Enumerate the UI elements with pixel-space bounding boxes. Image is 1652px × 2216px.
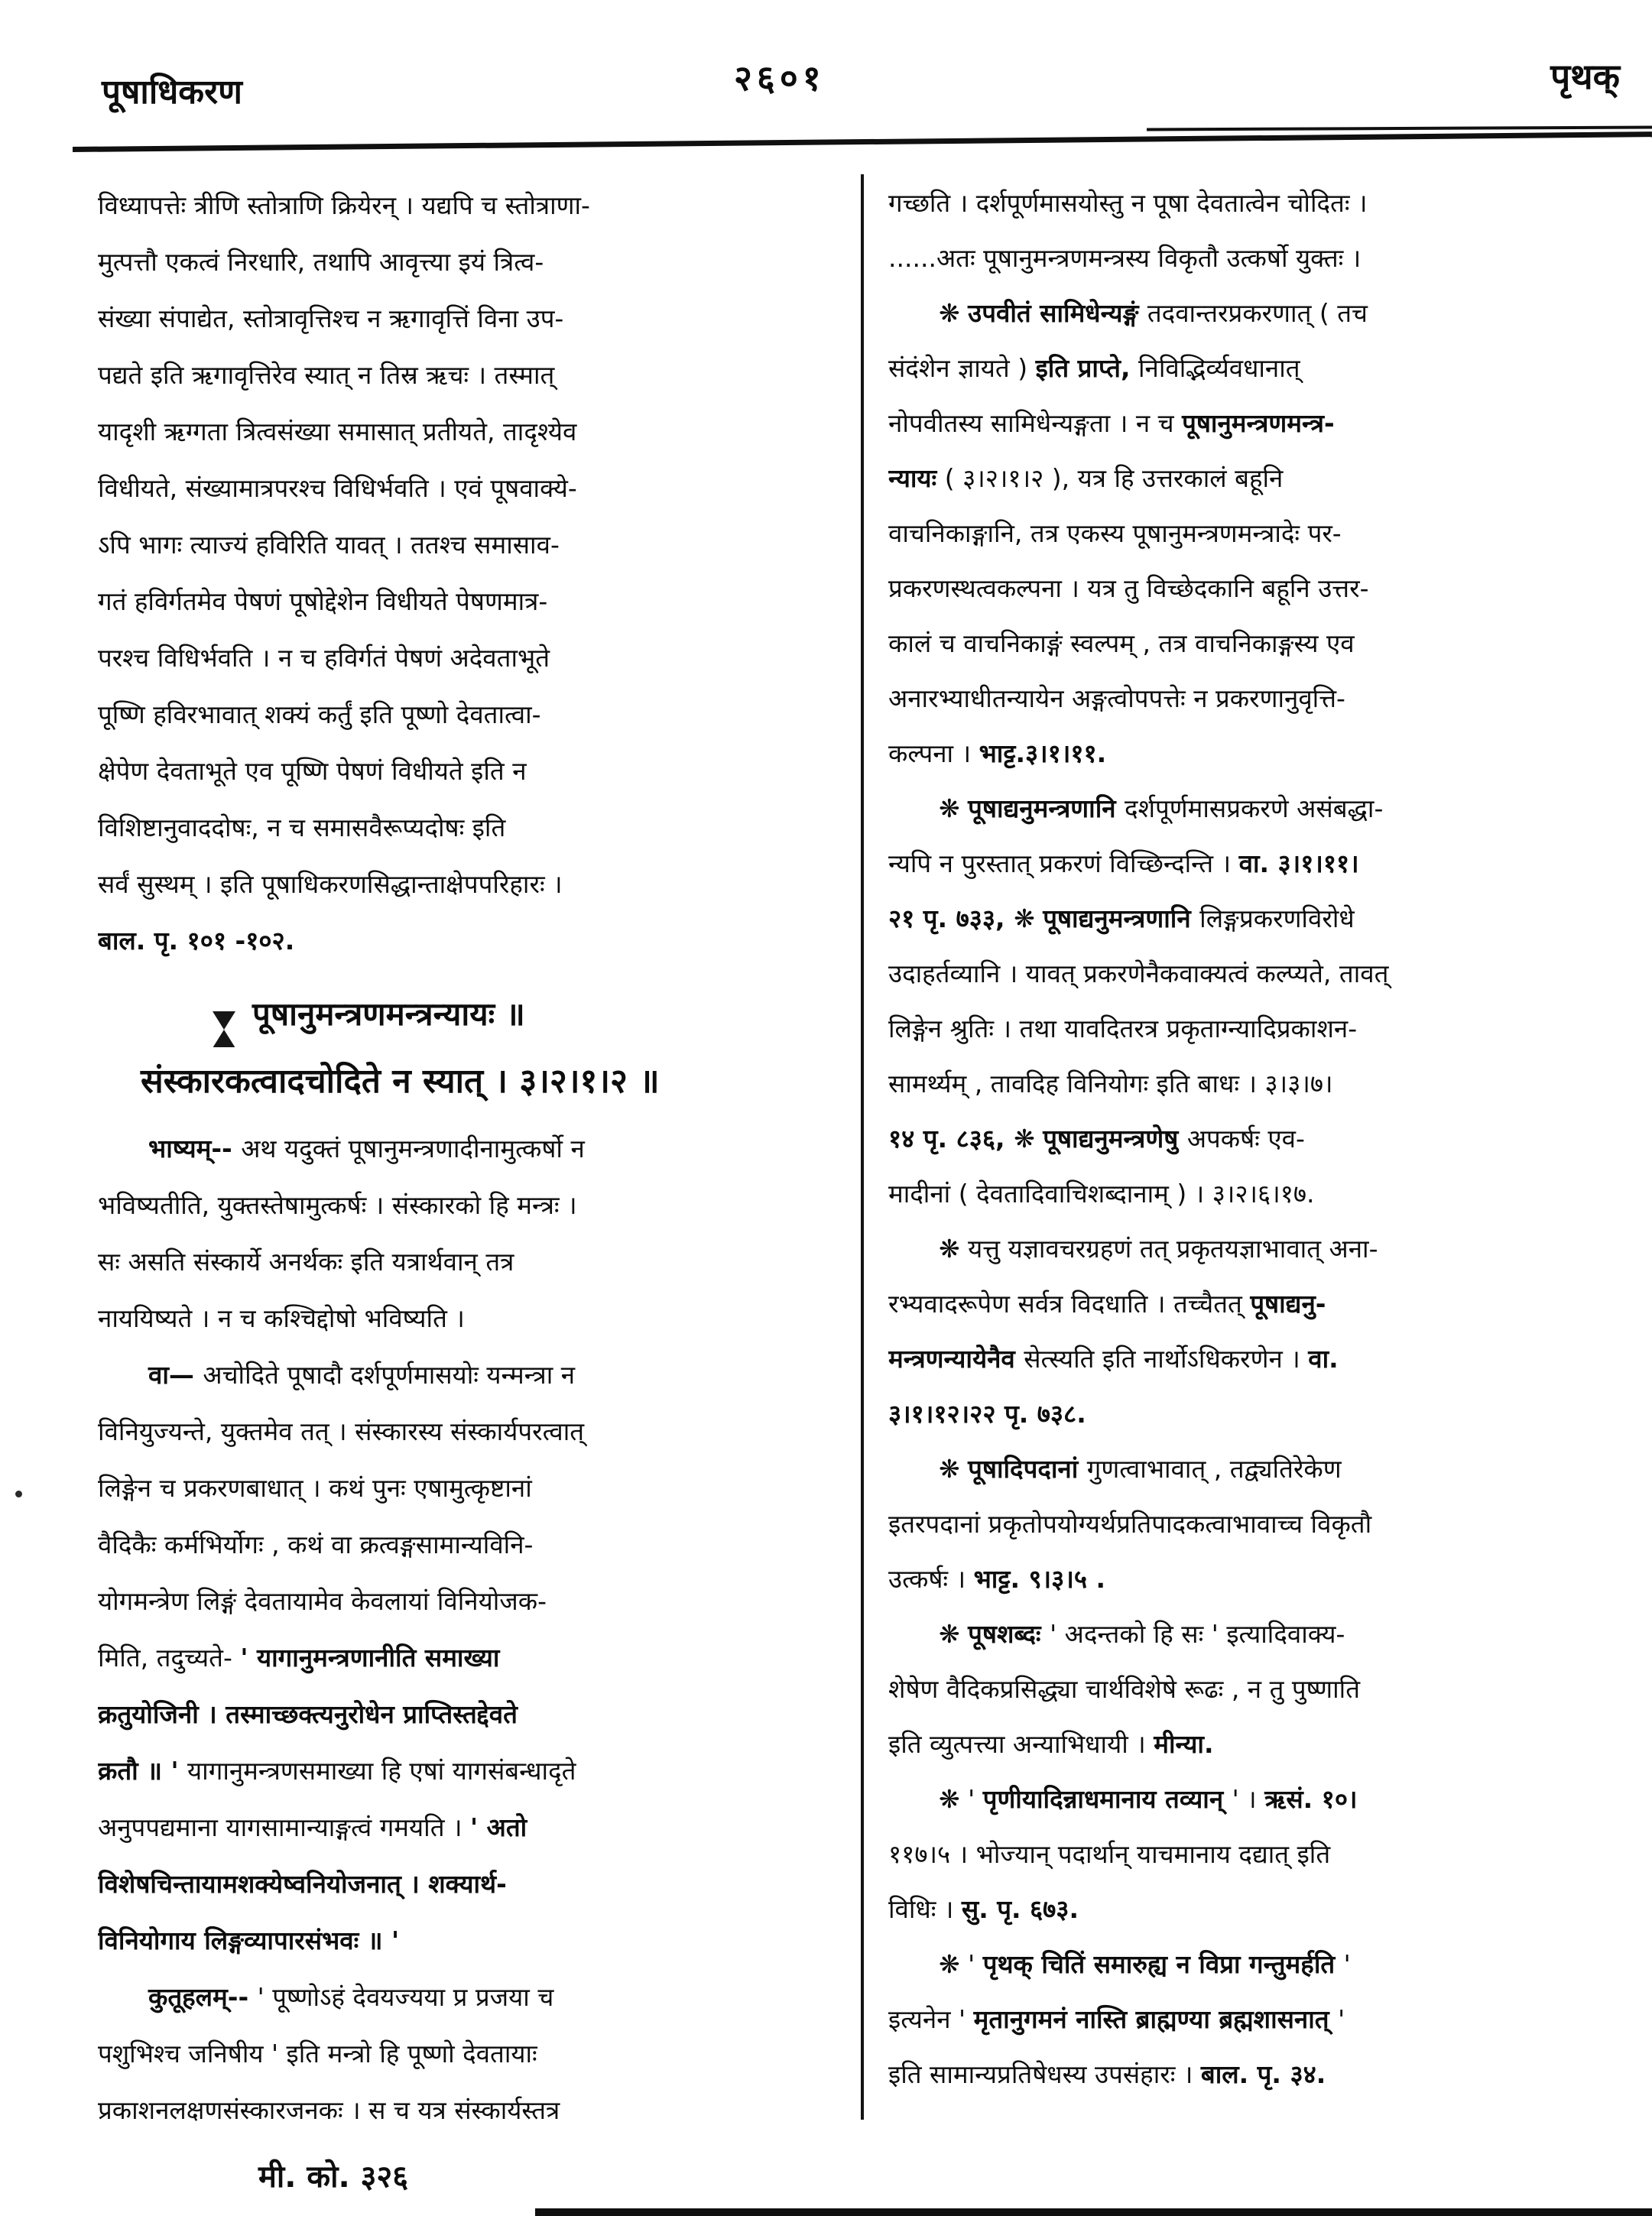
text-run: लिङ्गेन च प्रकरणबाधात् । कथं पुनः एषामुत्कृष्टानां: [98, 1473, 532, 1503]
text-run: मृतानुगमनं नास्ति ब्राह्मण्या ब्रह्मशासनात्: [973, 2004, 1339, 2034]
text-line: [98, 1347, 862, 1403]
text-line: [888, 726, 1641, 781]
text-line: [888, 1662, 1641, 1717]
text-line: [98, 743, 862, 800]
text-run: योगमन्त्रेण लिङ्गं देवतायामेव केवलायां विनियोजक-: [98, 1586, 547, 1616]
header-rule: [73, 131, 1652, 152]
text-run: मन्त्रणन्यायेनैव: [888, 1344, 1024, 1374]
text-line: [888, 2047, 1641, 2102]
text-line: [888, 1056, 1641, 1111]
text-line: [888, 1717, 1641, 1772]
text-line: [98, 1913, 862, 1969]
text-line: [888, 341, 1641, 396]
text-line: [888, 451, 1641, 506]
text-run: भाष्यम्--: [148, 1134, 242, 1163]
text-run: इति सामान्यप्रतिषेधस्य उपसंहारः ।: [888, 2059, 1201, 2089]
text-line: [98, 1856, 862, 1913]
text-run: लिङ्गप्रकरणविरोधे: [1199, 904, 1355, 933]
text-line: [98, 2082, 862, 2134]
footer-imprint: मी. को. ३२६: [258, 2159, 409, 2195]
text-run: विधिः ।: [888, 1894, 962, 1924]
text-run: प्रकाशनलक्षणसंस्कारजनकः । स च यत्र संस्कार्यस्तत्र: [98, 2095, 560, 2125]
text-run: पृथक् चितिं समारुह्य न विप्रा गन्तुमर्हति: [982, 1949, 1344, 1979]
text-run: ❋: [1014, 1124, 1043, 1153]
text-line: [98, 2026, 862, 2082]
header-section-title-right: पृथक्: [1550, 56, 1620, 97]
text-line: [98, 1234, 862, 1290]
text-line: [98, 1403, 862, 1460]
text-run: क्षेपेण देवताभूते एव पूष्णि पेषणं विधीयते इति न: [98, 756, 527, 786]
text-run: उपवीतं सामिधेन्यङ्गं: [968, 298, 1147, 328]
text-run: विध्यापत्तेः त्रीणि स्तोत्राणि क्रियेरन् । यद्यपि च स्तोत्राणा-: [98, 190, 590, 220]
text-run: ' ।: [1232, 1784, 1265, 1814]
text-line: [98, 1177, 862, 1234]
text-run: दर्शपूर्णमासप्रकरणे असंबद्धा-: [1125, 793, 1384, 823]
text-run: पद्यते इति ऋगावृत्तिरेव स्यात् न तिस्र ऋचः । तस्मात्: [98, 360, 555, 390]
text-run: पूष्णि हविरभावात् शक्यं कर्तुं इति पूष्णो देवतात्वा-: [98, 699, 541, 729]
text-run: पूषाद्यनुमन्त्रणेषु: [1043, 1124, 1187, 1153]
text-run: ३।१।१२।२२ पृ. ७३८.: [888, 1399, 1086, 1429]
text-run: सर्वं सुस्थम् । इति पूषाधिकरणसिद्धान्ताक्षेपपरिहारः ।: [98, 869, 563, 899]
text-line: [888, 1497, 1641, 1552]
text-run: ऋसं. १०।: [1264, 1784, 1358, 1814]
text-run: गुणत्वाभावात् , तद्व्यतिरेकेण: [1086, 1454, 1342, 1484]
text-run: इतरपदानां प्रकृतोपयोग्यर्थप्रतिपादकत्वाभावाच्च विकृतौ: [888, 1509, 1372, 1539]
sutra-line: [98, 1047, 862, 1116]
text-run: पूषाद्यनुमन्त्रणानि: [1043, 904, 1200, 933]
text-line: [98, 1290, 862, 1347]
text-run: बाल. पृ. १०१ -१०२.: [98, 926, 295, 956]
text-run: सामर्थ्यम् , तावदिह विनियोगः इति बाधः । ३।३।७।: [888, 1069, 1333, 1098]
text-run: पूषाद्यनुमन्त्रणानि: [968, 793, 1125, 823]
text-run: पूषानुमन्त्रणमन्त्र-: [1182, 408, 1335, 438]
text-run: संख्या संपाद्येत, स्तोत्रावृत्तिश्च न ऋगावृत्तिं विना उप-: [98, 303, 564, 333]
text-line: [98, 1517, 862, 1573]
text-run: वा. ३।१।११।: [1238, 848, 1359, 878]
text-line: [888, 1332, 1641, 1387]
text-line: [888, 616, 1641, 671]
header-rule-secondary: [1147, 126, 1652, 131]
text-run: उदाहर्तव्यानि । यावत् प्रकरणेनैकवाक्यत्वं कल्प्यते, तावत्: [888, 959, 1389, 988]
text-run: शेषेण वैदिकप्रसिद्ध्या चार्थविशेषे रूढः , न तु पुष्णाति: [888, 1674, 1361, 1704]
text-line: [888, 1111, 1641, 1166]
text-run: मीन्या.: [1154, 1729, 1214, 1759]
text-run: ❋ यत्तु यज्ञावचरग्रहणं तत् प्रकृतयज्ञाभावात् अना-: [939, 1234, 1378, 1264]
text-run: ❋: [939, 793, 969, 823]
text-run: विनियोगाय लिङ्गव्यापारसंभवः ॥ ': [98, 1926, 400, 1955]
text-line: [888, 1882, 1641, 1937]
text-run: तदवान्तरप्रकरणात् ( तच: [1147, 298, 1368, 328]
text-line: [98, 234, 862, 290]
text-line: [98, 517, 862, 573]
text-run: सु. पृ. ६७३.: [961, 1894, 1079, 1924]
text-run: पूषाद्यनु-: [1250, 1289, 1326, 1319]
text-run: इत्यनेन ': [888, 2004, 974, 2034]
text-run: अपकर्षः एव-: [1186, 1124, 1305, 1153]
left-column: [98, 177, 862, 2134]
text-run: ......अतः पूषानुमन्त्रणमन्त्रस्य विकृतौ उत्कर्षो युक्तः ।: [888, 243, 1362, 273]
text-line: [888, 231, 1641, 286]
text-run: वाचनिकाङ्गानि, तत्र एकस्य पूषानुमन्त्रणमन्त्रादेः पर-: [888, 518, 1342, 548]
text-run: पूषानुमन्त्रणमन्त्रन्यायः ॥: [252, 995, 525, 1033]
text-line: [98, 1121, 862, 1177]
text-run: पूषादिपदानां: [968, 1454, 1087, 1484]
text-run: परश्च विधिर्भवति । न च हविर्गतं पेषणं अदेवताभूते: [98, 643, 550, 673]
text-line: [888, 1001, 1641, 1056]
text-run: भाट्ट.३।१।११.: [979, 738, 1107, 768]
ornament-upper-triangle: [213, 1011, 235, 1030]
ornament-lower-triangle: [213, 1030, 235, 1047]
text-line: [98, 1630, 862, 1686]
text-run: विशिष्टानुवाददोषः, न च समासवैरूप्यदोषः इति: [98, 813, 506, 842]
text-run: विशेषचिन्तायामशक्येष्वनियोजनात् । शक्यार्थ-: [98, 1869, 507, 1899]
text-run: ': [1338, 2004, 1345, 2034]
bottom-edge-rule: [535, 2208, 1652, 2216]
text-line: [888, 1387, 1641, 1442]
text-run: क्रतुयोजिनी । तस्माच्छक्त्यनुरोधेन प्राप्तिस्तद्देवते: [98, 1699, 518, 1729]
text-line: [888, 671, 1641, 726]
text-run: सेत्स्यति इति नार्थोऽधिकरणेन ।: [1024, 1344, 1309, 1374]
text-line: [888, 946, 1641, 1001]
text-run: ❋: [939, 1454, 969, 1484]
text-line: [888, 1222, 1641, 1277]
text-line: [888, 1442, 1641, 1497]
header-section-title-left: पूषाधिकरण: [102, 73, 242, 112]
text-run: ' पूष्णोऽहं देवयज्यया प्र प्रजया च: [257, 1982, 554, 2012]
text-run: कालं च वाचनिकाङ्गं स्वल्पम् , तत्र वाचनिकाङ्गस्य एव: [888, 628, 1355, 658]
text-run: भाट्ट. ९।३।५ .: [973, 1564, 1106, 1594]
text-run: अचोदिते पूषादौ दर्शपूर्णमासयोः यन्मन्त्रा न: [203, 1360, 576, 1390]
text-run: नाययिष्यते । न च कश्चिद्दोषो भविष्यति ।: [98, 1303, 465, 1333]
text-run: यादृशी ऋग्गता त्रित्वसंख्या समासात् प्रतीयते, तादृश्येव: [98, 417, 577, 446]
text-run: कल्पना ।: [888, 738, 979, 768]
text-run: ❋ ': [939, 1784, 983, 1814]
text-run: गतं हविर्गतमेव पेषणं पूषोद्देशेन विधीयते पेषणमात्र-: [98, 586, 548, 616]
text-line: [888, 1166, 1641, 1222]
text-line: [98, 404, 862, 460]
text-line: [888, 836, 1641, 891]
text-line: [888, 1552, 1641, 1607]
text-run: संस्कारकत्वादचोदिते न स्यात् । ३।२।१।२ ॥: [141, 1062, 660, 1101]
text-line: [98, 1743, 862, 1799]
text-run: भविष्यतीति, युक्तस्तेषामुत्कर्षः । संस्कारको हि मन्त्रः ।: [98, 1190, 577, 1220]
text-run: लिङ्गेन श्रुतिः । तथा यावदितरत्र प्रकृताग्न्यादिप्रकाशन-: [888, 1014, 1358, 1043]
text-line: [888, 1937, 1641, 1992]
text-line: [888, 286, 1641, 341]
text-run: इति व्युत्पत्त्या अन्याभिधायी ।: [888, 1729, 1154, 1759]
text-run: नोपवीतस्य सामिधेन्यङ्गता । न च: [888, 408, 1183, 438]
page-number: २६०१: [734, 57, 826, 99]
text-line: [98, 1460, 862, 1517]
right-column: [888, 176, 1641, 2102]
text-run: सः असति संस्कार्ये अनर्थकः इति यत्रार्थवान् तत्र: [98, 1247, 514, 1277]
text-line: [98, 1686, 862, 1743]
text-line: [98, 177, 862, 234]
text-run: अनुपपद्यमाना यागसामान्याङ्गत्वं गमयति ।: [98, 1812, 471, 1842]
text-line: [888, 1992, 1641, 2047]
text-line: [98, 1799, 862, 1856]
text-run: ११७।५ । भोज्यान् पदार्थान् याचमानाय दद्यात् इति: [888, 1839, 1331, 1869]
text-run: ❋: [939, 298, 969, 328]
text-run: रभ्यवादरूपेण सर्वत्र विदधाति । तच्चैतत्: [888, 1289, 1251, 1319]
text-line: [888, 1607, 1641, 1662]
heading-line: [98, 981, 862, 1047]
text-run: यागानुमन्त्रणसमाख्या हि एषां यागसंबन्धादृते: [187, 1756, 576, 1786]
text-run: ' अतो: [470, 1812, 527, 1842]
text-run: न्यायः: [888, 463, 937, 493]
text-run: विनियुज्यन्ते, युक्तमेव तत् । संस्कारस्य संस्कार्यपरत्वात्: [98, 1416, 585, 1446]
text-run: मुत्पत्तौ एकत्वं निरधारि, तथापि आवृत्त्या इयं त्रित्व-: [98, 247, 544, 277]
text-run: ' यागानुमन्त्रणानीति समाख्या: [240, 1643, 500, 1673]
text-run: प्रकरणस्थत्वकल्पना । यत्र तु विच्छेदकानि बहूनि उत्तर-: [888, 573, 1369, 603]
text-run: ऽपि भागः त्याज्यं हविरिति यावत् । ततश्च समासाव-: [98, 530, 560, 560]
text-run: अथ यदुक्तं पूषानुमन्त्रणादीनामुत्कर्षो न: [241, 1134, 585, 1163]
text-run: पशुभिश्च जनिषीय ' इति मन्त्रो हि पूष्णो देवतायाः: [98, 2039, 537, 2068]
text-line: [98, 347, 862, 404]
text-run: ( ३।२।१।२ ), यत्र हि उत्तरकालं बहूनि: [936, 463, 1284, 493]
text-run: क्रतौ ॥ ': [98, 1756, 188, 1786]
text-line: [888, 396, 1641, 451]
text-line: [98, 290, 862, 347]
text-run: ❋: [939, 1619, 969, 1649]
text-run: पृणीयादिन्नाधमानाय तव्यान्: [982, 1784, 1232, 1814]
text-run: इति प्राप्ते,: [1035, 353, 1131, 383]
text-line: [98, 630, 862, 686]
text-line: [888, 561, 1641, 616]
text-run: संदंशेन ज्ञायते ): [888, 353, 1036, 383]
text-line: [98, 800, 862, 856]
text-run: ': [1343, 1949, 1351, 1979]
text-run: उत्कर्षः ।: [888, 1564, 974, 1594]
text-line: [98, 1573, 862, 1630]
text-run: विधीयते, संख्यामात्रपरश्च विधिर्भवति । एवं पूषवाक्ये-: [98, 473, 577, 503]
text-run: २१ पृ. ७३३,: [888, 904, 1014, 933]
text-line: [888, 176, 1641, 231]
text-line: [888, 506, 1641, 561]
text-line: [98, 460, 862, 517]
text-line: [98, 1969, 862, 2026]
text-run: न्यपि न पुरस्तात् प्रकरणं विच्छिन्दन्ति ।: [888, 848, 1239, 878]
text-run: कुतूहलम्--: [148, 1982, 258, 2012]
text-line: [888, 891, 1641, 946]
text-run: मिति, तदुच्यते-: [98, 1643, 241, 1673]
text-run: ❋: [1014, 904, 1043, 933]
text-run: १४ पृ. ८३६,: [888, 1124, 1014, 1153]
text-line: [888, 1277, 1641, 1332]
text-run: ❋ ': [939, 1949, 983, 1979]
text-run: ' अदन्तको हि सः ' इत्यादिवाक्य-: [1050, 1619, 1345, 1649]
text-line: [98, 573, 862, 630]
text-line: [888, 1827, 1641, 1882]
text-run: गच्छति । दर्शपूर्णमासयोस्तु न पूषा देवतात्वेन चोदितः ।: [888, 188, 1368, 218]
margin-ink-speck: [15, 1491, 22, 1497]
text-line: [98, 913, 862, 969]
text-line: [888, 1772, 1641, 1827]
text-line: [888, 781, 1641, 836]
text-run: मादीनां ( देवतादिवाचिशब्दानाम् ) । ३।२।६।१७.: [888, 1179, 1315, 1209]
text-run: वैदिकैः कर्मभिर्योगः , कथं वा क्रत्वङ्गसामान्यविनि-: [98, 1530, 534, 1559]
section-ornament-icon: [213, 1011, 235, 1047]
text-run: वा—: [148, 1360, 203, 1390]
text-run: बाल. पृ. ३४.: [1200, 2059, 1326, 2089]
text-run: पूषशब्दः: [968, 1619, 1050, 1649]
text-line: [98, 686, 862, 743]
text-run: अनारभ्याधीतन्यायेन अङ्गत्वोपपत्तेः न प्रकरणानुवृत्ति-: [888, 683, 1345, 713]
text-run: वा.: [1308, 1344, 1339, 1374]
text-line: [98, 856, 862, 913]
text-run: निविद्भिर्व्यवधानात्: [1130, 353, 1300, 383]
